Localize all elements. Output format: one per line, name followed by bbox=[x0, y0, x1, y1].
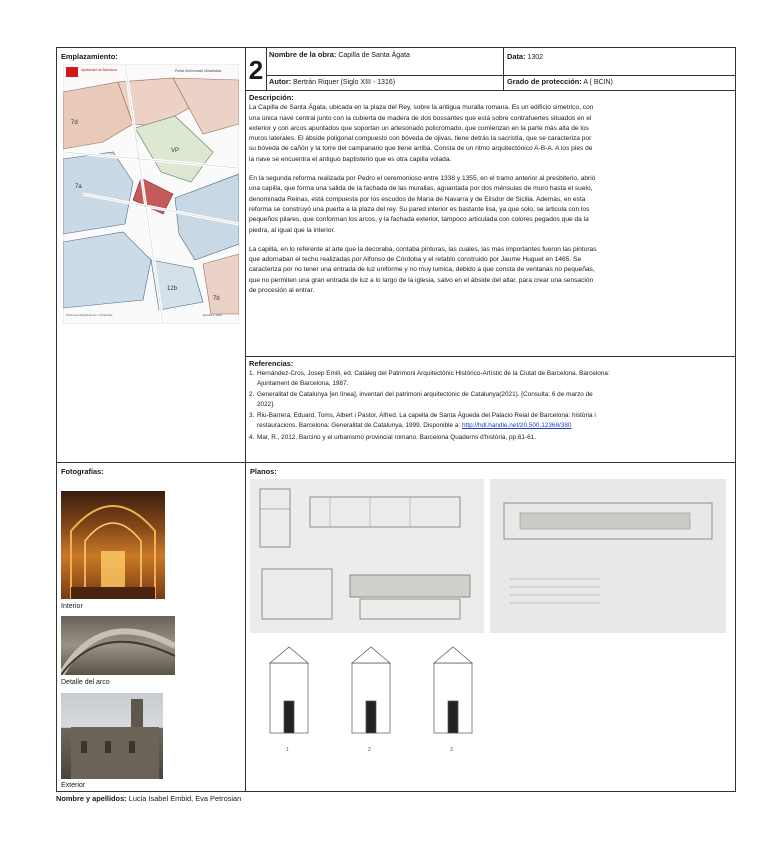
record-sheet bbox=[56, 47, 736, 792]
reference-item: 1. Hernández-Cros, Josep Emili, ed. Catàleg del Patrimoni Arquitectònic Històrico-Artístic de la Ciutat de Barcelona. Barcelona: Ajuntament de Barcelona, 1987. bbox=[249, 370, 610, 387]
map-legend: Patrimoni Arquitectònic i Urbanístic bbox=[66, 313, 113, 317]
description-paragraph: En la segunda reforma realizada por Pedro el ceremonioso entre 1338 y 1355, en el tramo anterior al presbiterio, abrió una capilla, que forma una salida de la fachada de las murallas, aguantada por dos ménsulas de muro hasta el suelo, denominada Reinas, está compuesta por los escudos de María de Navarra y de Elisdor de Sicilia. Además, en esta reforma se construyó una puerta a la plaza del rey. Su pared interior es bastante lisa, ya que solo, se articula con los pequeños pilares, que conforman los arcos, y la fachada exterior, tampoco articulada con colores pegados que da la piedra, al igual que la interior. bbox=[249, 175, 596, 234]
location-label: Emplazamiento: bbox=[61, 52, 118, 61]
date-label: Data: bbox=[507, 52, 526, 61]
divider-header-row bbox=[266, 75, 735, 76]
protection-value: A ( BCIN) bbox=[583, 79, 613, 86]
protection-label: Grado de protección: bbox=[507, 77, 582, 86]
references-cell bbox=[249, 359, 611, 461]
map-brand: Ajuntament de Barcelona bbox=[81, 68, 117, 72]
references-label: Referencias: bbox=[249, 359, 294, 368]
work-name-value: Capilla de Santa Ágata bbox=[338, 52, 410, 59]
parcel-label: 7b bbox=[213, 296, 220, 302]
photo-exterior bbox=[61, 693, 163, 779]
plan-figure-number: 1 bbox=[286, 747, 289, 753]
map-portal: Portal d'Informació Urbanística bbox=[175, 69, 222, 73]
description-label: Descripción: bbox=[249, 93, 294, 102]
location-map bbox=[63, 64, 239, 324]
location-cell bbox=[57, 48, 245, 462]
work-name-label: Nombre de la obra: bbox=[269, 50, 337, 59]
divider-description-top bbox=[245, 90, 735, 91]
map-logo bbox=[66, 67, 78, 77]
parcel-label: VP bbox=[171, 148, 180, 154]
author-footer-value: Lucia Isabel Embid, Eva Petrosian bbox=[128, 794, 242, 803]
author-label: Autor: bbox=[269, 77, 292, 86]
divider-references-top bbox=[245, 356, 735, 357]
photo-caption: Interior bbox=[61, 603, 83, 610]
reference-item: 3. Riu-Barrera, Eduard, Toms, Albert i Pastor, Alfred. La capella de Santa Àgueda del Palacio Reial de Barcelona: història i restauracions. Barcelona: Generalitat de Catalunya, 1999. Disponible a: http://hdl.handle.net/20.500.12368/380 bbox=[249, 412, 596, 429]
photo-caption: Detalle del arco bbox=[61, 679, 110, 686]
plan-floor-drawing bbox=[490, 479, 726, 633]
reference-link[interactable]: http://hdl.handle.net/20.500.12368/380 bbox=[461, 421, 572, 429]
parcel-label: 7a bbox=[75, 184, 82, 190]
elevation-drawing bbox=[270, 647, 472, 733]
parcel-label: 7d bbox=[71, 120, 78, 126]
divider-number bbox=[266, 48, 267, 90]
record-number: 2 bbox=[248, 55, 264, 85]
photo-caption: Exterior bbox=[61, 782, 86, 789]
parcel-label: 12b bbox=[167, 286, 178, 292]
plan-figure-number: 3 bbox=[450, 747, 453, 753]
photos-cell bbox=[57, 463, 245, 791]
map-scale: Escala 1:1000 bbox=[203, 313, 223, 317]
reference-item: 4. Mar, R., 2012. Barcino y el urbanismo provincial romano. Barcelona Quaderns d'història, pp.61-61. bbox=[249, 433, 537, 441]
author-footer-label: Nombre y apellidos: bbox=[56, 794, 127, 803]
photo-arch-detail bbox=[61, 616, 175, 675]
plan-figure-number: 2 bbox=[368, 747, 371, 753]
plan-elevations bbox=[256, 643, 496, 763]
date-value: 1302 bbox=[527, 54, 544, 61]
plan-section-drawing bbox=[250, 479, 484, 633]
work-name-cell bbox=[269, 50, 501, 75]
description-paragraph: La capilla, en lo referente al arte que la decoraba, contaba pinturas, las cuales, las mas importantes fueron las pinturas que adornaban el techo realizadas por Alfonso de Córdoba y el retablo construido por Jaume Huguet en 1465. Se caracteriza por no tener una entrada de luz uniforme y no muy lumica, debido a que consta de ventanas no pequeñas, que no permiten una gran entrada de luz a lo largo de la iglesia, salvo en el ábside del altar, para crear una sensación de procesión al entrar. bbox=[249, 245, 597, 295]
plans-label: Planos: bbox=[250, 467, 277, 476]
author-value: Bertrán Riquer (Siglo XIII - 1316) bbox=[293, 79, 396, 86]
plans-cell bbox=[246, 463, 735, 791]
photos-label: Fotografías: bbox=[61, 467, 104, 476]
protection-cell bbox=[507, 77, 733, 89]
description-paragraph: La Capilla de Santa Ágata, ubicada en la plaza del Rey, sobre la antigua muralla romana. Es un edificio simetrico, con una única nave central junto con la cubierta de madera de dos bossantes que está sobre contrafuertes situados en el exterior y con arcos apuntados que soportan un artesonado policromado, que comienzan en la parte más alta de los muros laterales. El ábside poligonal compuesto con bóveda de ojivas, tiene detrás la sacristía, que se caracteriza por su bóveda de cañón y la torre del campanario que tiene arriba. Consta de un ritmo arquitectónico A-B-A. A los pies de la nave se encuentra el antiguo baptisterio que es otra capilla volada. bbox=[249, 104, 594, 163]
photo-interior bbox=[61, 491, 165, 599]
reference-item: 2. Generalitat de Catalunya [en línea], inventari del patrimoni arquitectònic de Catalunya(2021). [Consulta: 6 de marzo de 2022]. bbox=[249, 391, 593, 408]
divider-date bbox=[503, 48, 504, 90]
author-cell bbox=[269, 77, 501, 89]
date-cell bbox=[507, 52, 733, 74]
author-footer bbox=[56, 794, 241, 803]
description-cell bbox=[249, 93, 599, 355]
